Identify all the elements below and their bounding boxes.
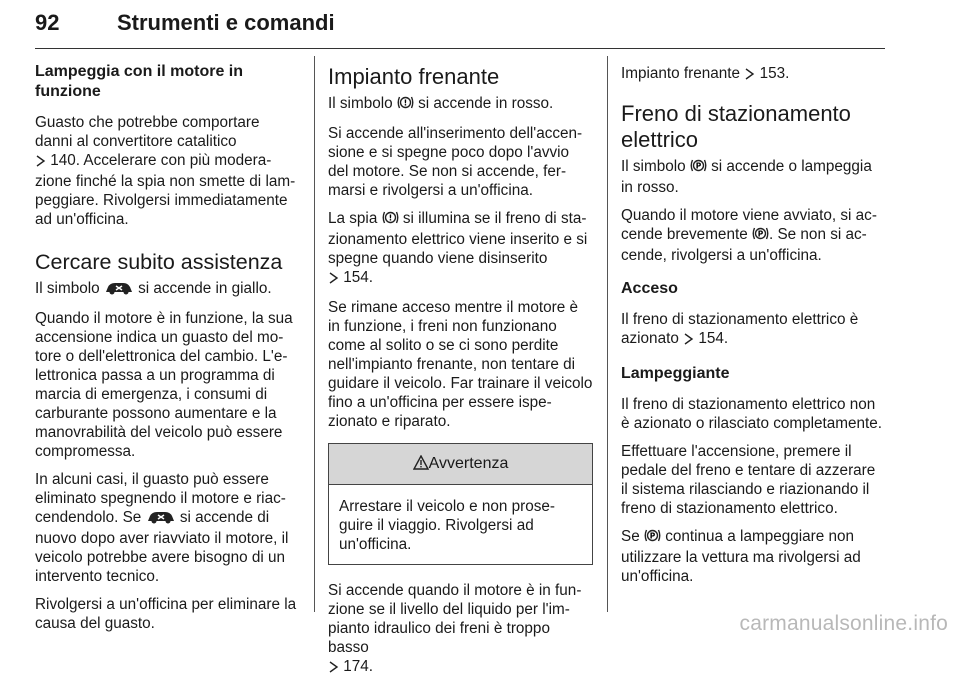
arrow-ref-icon[interactable]: [744, 66, 755, 85]
paragraph: [621, 527, 886, 586]
paragraph: [35, 279, 300, 300]
paragraph: [621, 310, 886, 350]
text: Quando il motore viene avviato, si accende brevemente: [621, 207, 877, 243]
text: si accende di nuovo dopo aver riavviato il motore, il veicolo potrebbe avere bisogno di un intervento tecnico.: [35, 509, 289, 585]
text: 153.: [759, 65, 790, 82]
watermark: carmanualsonline.info: [739, 612, 948, 635]
warning-body: Arrestare il veicolo e non proseguire il viaggio. Rivolgersi ad un'officina.: [339, 498, 555, 553]
parking-brake-icon: [690, 158, 707, 178]
column-divider-1: [314, 56, 315, 612]
text: Si accende quando il motore è in funzione se il livello del liquido per l'impianto idraulico dei freni è troppo basso: [328, 582, 582, 656]
text: si accende o lampeggia in rosso.: [621, 158, 872, 196]
text: 154.: [698, 330, 729, 347]
arrow-ref-icon[interactable]: [328, 659, 339, 678]
column-1: [35, 62, 300, 642]
warning-header: [329, 444, 592, 485]
text: Guasto che potrebbe comportare danni al convertitore catalitico: [35, 114, 260, 150]
svg-text:!: !: [388, 213, 392, 223]
warning-triangle-icon: [413, 446, 429, 486]
heading-lampeggiante: Lampeggiante: [621, 365, 730, 382]
svg-text:!: !: [403, 98, 408, 108]
text: Il simbolo: [328, 95, 393, 112]
brake-warning-icon: [397, 95, 414, 115]
paragraph: Il freno di stazionamento elettrico non è azionato o rilasciato completamente.: [621, 396, 883, 432]
heading-lampeggia: Lampeggia con il motore in funzione: [35, 63, 244, 100]
page-number: 92: [35, 10, 60, 35]
arrow-ref-icon[interactable]: [328, 270, 339, 289]
car-service-icon: [146, 510, 176, 529]
column-3: [621, 64, 886, 595]
paragraph: [328, 94, 593, 115]
paragraph: Effettuare l'accensione, premere il pedale del freno e tentare di azzerare il sistema rilasciando e riazionando il freno di stazionamento elettrico.: [621, 443, 876, 517]
arrow-ref-icon[interactable]: [35, 153, 46, 172]
text: 174.: [343, 658, 374, 675]
text: La spia: [328, 210, 378, 227]
page-header: [35, 6, 885, 50]
text: continua a lampeggiare non utilizzare la vettura ma rivolgersi ad un'officina.: [621, 528, 861, 585]
arrow-ref-icon[interactable]: [683, 331, 694, 350]
text: 140. Accelerare con più moderazione finché la spia non smette di lampeggiare. Rivolgersi immediatamente ad un'officina.: [35, 152, 296, 228]
warning-box: [328, 443, 593, 565]
heading-cercare: Cercare subito assistenza: [35, 250, 283, 274]
text: si accende in rosso.: [418, 95, 554, 112]
text: 154.: [343, 269, 374, 286]
text: Il simbolo: [35, 280, 100, 297]
text: Impianto frenante: [621, 65, 741, 82]
paragraph: [621, 64, 886, 85]
heading-acceso: Acceso: [621, 280, 678, 297]
paragraph: [328, 209, 593, 289]
paragraph: Quando il motore è in funzione, la sua accensione indica un guasto del motore o dell'elettronica del cambio. L'elettronica passa a un programma di marcia di emergenza, i consumi di carburante possono aumentare e la manovrabilità del veicolo può essere compromessa.: [35, 310, 293, 460]
parking-brake-icon: [644, 528, 661, 548]
svg-text:P: P: [757, 229, 764, 239]
paragraph: [35, 113, 300, 229]
heading-impianto: Impianto frenante: [328, 64, 500, 89]
paragraph: Se rimane acceso mentre il motore è in funzione, i freni non funzionano come al solito o se ci sono perdite nell'impianto frenante, non tentare di guidare il veicolo. Far trainare il veicolo fino a un'officina per essere ispezionato e riparato.: [328, 299, 593, 430]
text: . Se non si accende, rivolgersi a un'officina.: [621, 226, 867, 264]
heading-freno: Freno di stazionamento elettrico: [621, 101, 851, 152]
text: Se: [621, 528, 640, 545]
text: Il simbolo: [621, 158, 686, 175]
parking-brake-icon: [752, 226, 769, 246]
brake-warning-icon: [382, 210, 399, 230]
column-divider-2: [607, 56, 608, 612]
paragraph: Si accende all'inserimento dell'accensione e si spegne poco dopo l'avvio del motore. Se non si accende, fermarsi e rivolgersi a un'officina.: [328, 125, 583, 199]
page-title: Strumenti e comandi: [117, 10, 335, 35]
paragraph: [328, 581, 593, 678]
car-service-icon: [104, 281, 134, 300]
paragraph: Rivolgersi a un'officina per eliminare la causa del guasto.: [35, 596, 297, 632]
paragraph: [35, 470, 300, 586]
text: si accende in giallo.: [138, 280, 272, 297]
svg-text:P: P: [649, 531, 656, 541]
text: In alcuni casi, il guasto può essere eliminato spegnendo il motore e riaccendendolo. Se: [35, 471, 286, 526]
svg-text:P: P: [695, 161, 702, 171]
paragraph: [621, 157, 886, 197]
warning-title: Avvertenza: [428, 455, 509, 472]
column-2: [328, 64, 593, 687]
paragraph: [621, 206, 886, 265]
header-rule: [35, 48, 885, 49]
text: si illumina se il freno di stazionamento elettrico viene inserito e si spegne quando viene disinserito: [328, 210, 588, 267]
text: Il freno di stazionamento elettrico è azionato: [621, 311, 859, 347]
